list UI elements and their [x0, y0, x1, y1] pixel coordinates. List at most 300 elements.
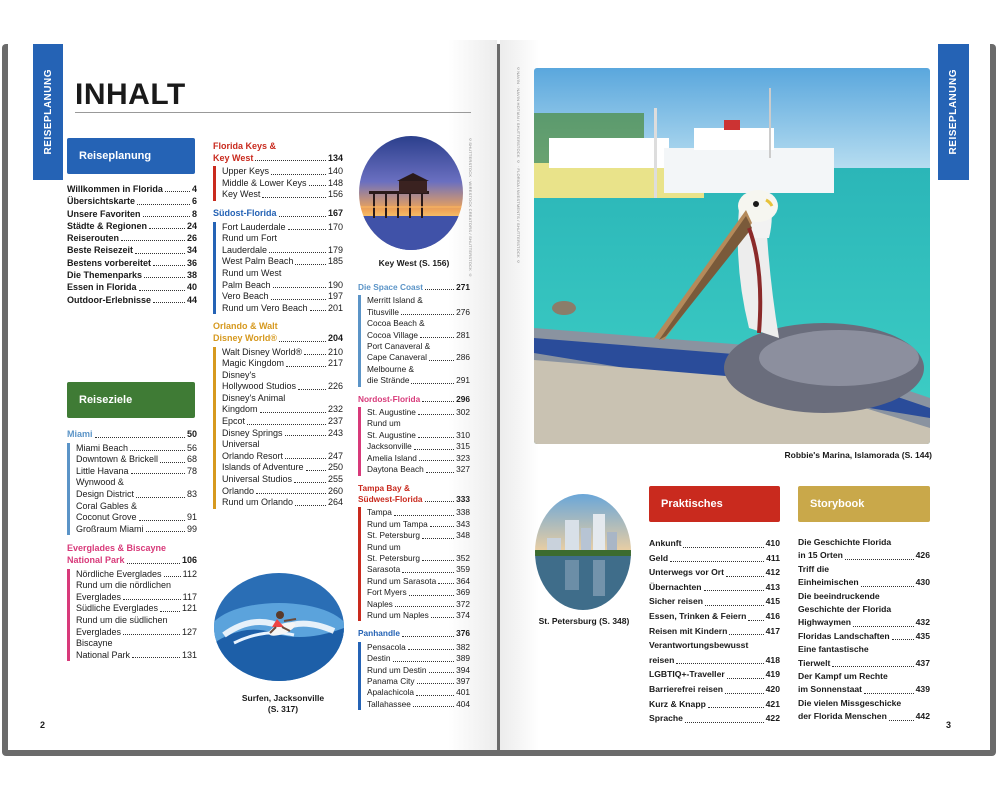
entry-page: 26 — [186, 233, 197, 244]
section-heading-line2 — [213, 333, 343, 345]
toc-entry — [798, 630, 930, 643]
entry-page: 170 — [327, 221, 343, 232]
entry-title: Sicher reisen — [649, 596, 703, 607]
entry-page: 83 — [186, 488, 197, 499]
entry-page: 264 — [327, 497, 343, 508]
entry-page: 217 — [327, 358, 343, 369]
toc-entry — [367, 676, 470, 687]
entry-page: 413 — [765, 581, 780, 592]
dot-leader — [285, 451, 326, 460]
entry-title: Melbourne & — [367, 363, 415, 374]
entry-title: Amelia Island — [367, 452, 417, 463]
section-entries — [358, 507, 470, 621]
entry-page: 24 — [186, 220, 197, 231]
page-number-left: 2 — [40, 720, 46, 730]
dot-leader — [414, 441, 454, 449]
section-title: Miami — [67, 429, 93, 439]
toc-entry — [798, 576, 930, 589]
entry-page: 260 — [327, 485, 343, 496]
entry-title: Wynwood & — [76, 477, 124, 488]
reiseziele-column-3 — [358, 282, 470, 717]
toc-entry — [222, 416, 343, 428]
section-heading — [358, 628, 470, 639]
toc-entry — [798, 616, 930, 629]
dot-leader — [418, 430, 454, 438]
entry-page: 315 — [456, 441, 470, 452]
dot-leader — [153, 257, 185, 266]
entry-page: 397 — [456, 676, 470, 686]
entry-title: Verantwortungsbewusst — [649, 640, 749, 651]
entry-page: 247 — [327, 450, 343, 461]
dot-leader — [425, 282, 454, 290]
toc-entry — [67, 269, 197, 281]
entry-page: 374 — [456, 609, 470, 620]
toc-entry — [222, 358, 343, 370]
toc-entry — [76, 443, 197, 455]
entry-page: 359 — [456, 564, 470, 575]
entry-page: 117 — [182, 591, 197, 602]
toc-entry — [367, 564, 470, 575]
toc-section — [358, 282, 470, 387]
toc-entry — [367, 430, 470, 441]
section-page: 376 — [456, 628, 470, 639]
section-entries — [67, 443, 197, 536]
entry-page: 232 — [327, 404, 343, 415]
entry-title: Die beeindruckende — [798, 590, 880, 601]
entry-title: Rund um — [367, 418, 401, 429]
entry-page: 34 — [186, 245, 197, 256]
section-title: Everglades & Biscayne — [67, 543, 167, 554]
entry-title: im Sonnenstaat — [798, 684, 862, 695]
entry-title: Essen in Florida — [67, 282, 137, 293]
toc-entry — [67, 183, 197, 195]
section-title: Nordost-Florida — [358, 393, 421, 404]
toc-entry — [76, 501, 197, 513]
section-entries — [358, 642, 470, 710]
dot-leader — [160, 454, 185, 463]
st-petersburg-caption: St. Petersburg (S. 348) — [538, 616, 630, 626]
toc-entry — [222, 439, 343, 451]
entry-page: 140 — [327, 166, 343, 177]
toc-entry — [367, 519, 470, 530]
dot-leader — [393, 653, 455, 661]
toc-entry — [76, 477, 197, 489]
toc-entry — [367, 352, 470, 363]
dot-leader — [420, 330, 454, 338]
entry-title: Einheimischen — [798, 577, 859, 588]
entry-page: 417 — [765, 625, 780, 636]
entry-title: National Park — [76, 649, 131, 660]
dot-leader — [153, 294, 185, 303]
dot-leader — [429, 665, 455, 673]
dot-leader — [288, 222, 326, 231]
dot-leader — [419, 453, 454, 461]
toc-entry — [367, 464, 470, 475]
entry-title: Unsere Favoriten — [67, 208, 141, 219]
side-tab-right: REISEPLANUNG — [938, 44, 969, 180]
entry-title: Tierwelt — [798, 657, 831, 668]
toc-entry — [798, 697, 930, 710]
entry-page: 68 — [186, 454, 197, 465]
toc-entry — [367, 699, 470, 710]
toc-entry — [798, 549, 930, 562]
entry-title: Highwaymen — [798, 617, 852, 628]
section-page: 134 — [327, 152, 343, 163]
toc-entry — [367, 653, 470, 664]
entry-title: Vero Beach — [222, 291, 269, 302]
entry-title: Floridas Landschaften — [798, 630, 890, 641]
entry-title: St. Augustine — [367, 407, 416, 418]
dot-leader — [137, 195, 190, 204]
dot-leader — [121, 232, 185, 241]
toc-entry — [367, 375, 470, 386]
entry-title: Middle & Lower Keys — [222, 177, 307, 188]
dot-leader — [438, 576, 454, 584]
entry-title: Cocoa Beach & — [367, 318, 425, 329]
section-title: Panhandle — [358, 628, 400, 639]
entry-title: Epcot — [222, 416, 246, 427]
toc-entry — [798, 670, 930, 683]
entry-title: Tampa — [367, 507, 392, 518]
toc-entry — [367, 364, 470, 375]
toc-section — [67, 429, 197, 535]
section-heading — [67, 429, 197, 441]
entry-page: 91 — [186, 512, 197, 523]
toc-entry — [76, 489, 197, 501]
dot-leader — [422, 530, 454, 538]
entry-title: Sprache — [649, 713, 683, 724]
entry-title: Orlando Resort — [222, 450, 284, 461]
entry-title: Kurz & Knapp — [649, 698, 706, 709]
dot-leader — [262, 189, 326, 198]
toc-entry — [67, 208, 197, 220]
surfer-caption: Surfen, Jacksonville (S. 317) — [241, 693, 325, 714]
dot-leader — [260, 404, 326, 413]
toc-entry — [76, 627, 197, 639]
section-heading-line2 — [358, 494, 470, 505]
entry-title: Ankunft — [649, 538, 682, 548]
entry-page: 382 — [456, 641, 470, 652]
toc-entry — [798, 643, 930, 656]
section-entries — [67, 569, 197, 662]
toc-section — [358, 483, 470, 622]
section-title: Südost-Florida — [213, 207, 277, 218]
entry-title: Kingdom — [222, 404, 258, 415]
entry-page: 421 — [765, 698, 780, 709]
entry-title: Rund um Naples — [367, 609, 429, 620]
side-tab-left: REISEPLANUNG — [33, 44, 63, 180]
dot-leader — [127, 555, 180, 564]
dot-leader — [160, 603, 180, 612]
dot-leader — [705, 594, 764, 606]
toc-entry — [222, 474, 343, 486]
entry-title: reisen — [649, 654, 675, 665]
toc-entry — [222, 233, 343, 245]
entry-page: 121 — [181, 603, 197, 614]
toc-entry — [222, 486, 343, 498]
page-number-right: 3 — [946, 720, 952, 730]
toc-entry — [76, 650, 197, 662]
entry-page: 410 — [765, 538, 780, 548]
key-west-photo — [359, 136, 463, 250]
section-title: Florida Keys & — [213, 141, 277, 151]
toc-entry — [649, 638, 780, 653]
entry-title: Sarasota — [367, 564, 401, 575]
toc-entry — [367, 507, 470, 518]
entry-title: Destin — [367, 653, 391, 664]
entry-title: Universal Studios — [222, 474, 293, 485]
entry-title: Übersichtskarte — [67, 196, 136, 207]
toc-entry — [76, 592, 197, 604]
section-title-2: National Park — [67, 554, 125, 565]
entry-page: 348 — [456, 530, 470, 541]
toc-entry — [222, 428, 343, 440]
entry-title: Geschichte der Florida — [798, 604, 892, 615]
entry-title: Beste Reisezeit — [67, 245, 134, 256]
dot-leader — [416, 687, 454, 695]
entry-title: Disney's Animal — [222, 392, 286, 403]
entry-page: 156 — [327, 189, 343, 200]
toc-entry — [76, 524, 197, 536]
entry-title: Rund um West — [222, 267, 282, 278]
entry-title: Port Canaveral & — [367, 341, 431, 352]
section-page: 167 — [327, 207, 343, 218]
toc-entry — [222, 462, 343, 474]
entry-title: Geld — [649, 552, 669, 563]
toc-entry — [222, 268, 343, 280]
dot-leader — [889, 710, 914, 720]
entry-title: Orlando — [222, 485, 255, 496]
dot-leader — [306, 462, 326, 471]
toc-entry — [222, 280, 343, 292]
toc-entry — [649, 536, 780, 551]
dot-leader — [255, 153, 326, 162]
toc-entry — [798, 657, 930, 670]
toc-entry — [367, 553, 470, 564]
dot-leader — [309, 178, 326, 187]
entry-title: Triff die — [798, 563, 830, 574]
toc-entry — [367, 665, 470, 676]
entry-title: Rund um Tampa — [367, 518, 428, 529]
entry-page: 389 — [456, 653, 470, 664]
toc-entry — [67, 220, 197, 232]
dot-leader — [853, 616, 914, 626]
dot-leader — [149, 220, 185, 229]
section-heading-line2 — [213, 153, 343, 165]
entry-title: Südliche Everglades — [76, 603, 159, 614]
section-heading — [358, 394, 470, 405]
entry-page: 302 — [456, 407, 470, 418]
entry-page: 416 — [765, 610, 780, 621]
dot-leader — [418, 407, 454, 415]
section-page: 106 — [181, 554, 197, 565]
entry-page: 210 — [327, 346, 343, 357]
section-entries — [358, 407, 470, 475]
toc-entry — [367, 407, 470, 418]
toc-entry — [222, 222, 343, 234]
toc-entry — [367, 295, 470, 306]
entry-page: 442 — [915, 711, 930, 722]
left-page — [8, 40, 497, 750]
entry-page: 404 — [456, 698, 470, 709]
toc-entry — [76, 615, 197, 627]
toc-entry — [367, 530, 470, 541]
toc-entry — [649, 653, 780, 668]
toc-entry — [649, 624, 780, 639]
toc-entry — [222, 347, 343, 359]
toc-entry — [367, 610, 470, 621]
dot-leader — [271, 166, 326, 175]
entry-title: Rund um Orlando — [222, 497, 294, 508]
toc-entry — [649, 580, 780, 595]
entry-title: Essen, Trinken & Feiern — [649, 610, 747, 621]
entry-page: 327 — [456, 464, 470, 475]
toc-entry — [222, 256, 343, 268]
dot-leader — [892, 630, 914, 640]
entry-page: 369 — [456, 587, 470, 598]
entry-title: Die Geschichte Florida — [798, 537, 892, 547]
toc-entry — [649, 682, 780, 697]
dot-leader — [861, 576, 914, 586]
entry-page: 437 — [915, 657, 930, 668]
section-heading — [67, 543, 197, 555]
section-heading — [213, 321, 343, 333]
entry-title: Disney's — [222, 369, 256, 380]
entry-title: Eine fantastische — [798, 644, 869, 655]
toc-section — [213, 141, 343, 201]
dot-leader — [729, 624, 763, 636]
dot-leader — [431, 610, 454, 618]
entry-title: Pensacola — [367, 641, 406, 652]
storybook-list — [798, 536, 930, 724]
toc-entry — [649, 667, 780, 682]
toc-entry — [367, 318, 470, 329]
entry-title: Fort Myers — [367, 587, 407, 598]
section-title-2: Disney World® — [213, 332, 277, 343]
entry-page: 415 — [765, 596, 780, 607]
toc-entry — [367, 418, 470, 429]
entry-title: Key West — [222, 189, 261, 200]
entry-title: Reisen mit Kindern — [649, 625, 728, 636]
entry-title: Walt Disney World® — [222, 346, 303, 357]
entry-title: Panama City — [367, 676, 415, 686]
dot-leader — [164, 569, 181, 578]
entry-title: in 15 Orten — [798, 550, 843, 561]
toc-entry — [222, 245, 343, 257]
toc-section — [213, 208, 343, 314]
toc-entry — [67, 257, 197, 269]
dot-leader — [394, 507, 454, 515]
entry-page: 99 — [186, 523, 197, 534]
entry-title: Rund um Fort — [222, 233, 278, 244]
toc-entry — [222, 178, 343, 190]
reiseplanung-heading: Reiseplanung — [67, 138, 195, 174]
entry-title: Barrierefrei reisen — [649, 683, 724, 694]
dot-leader — [670, 551, 764, 563]
dot-leader — [411, 375, 454, 383]
entry-title: Little Havana — [76, 465, 129, 476]
toc-entry — [76, 512, 197, 524]
entry-page: 40 — [186, 282, 197, 293]
toc-entry — [76, 454, 197, 466]
entry-page: 6 — [191, 196, 197, 207]
toc-section — [358, 394, 470, 476]
entry-title: Die Themenparks — [67, 270, 143, 281]
toc-entry — [649, 551, 780, 566]
entry-title: Großraum Miami — [76, 523, 144, 534]
entry-title: Unterwegs vor Ort — [649, 567, 724, 578]
entry-page: 112 — [182, 568, 197, 579]
section-entries — [213, 222, 343, 315]
entry-title: der Florida Menschen — [798, 711, 887, 722]
entry-page: 338 — [456, 507, 470, 518]
dot-leader — [146, 524, 185, 533]
section-page: 271 — [456, 282, 470, 292]
section-title-2: Key West — [213, 152, 254, 163]
entry-page: 78 — [186, 465, 197, 476]
entry-title: Rund um die südlichen — [76, 614, 168, 625]
dot-leader — [304, 347, 326, 356]
entry-title: Cocoa Village — [367, 329, 419, 340]
entry-page: 343 — [456, 518, 470, 529]
entry-page: 56 — [186, 442, 197, 453]
entry-title: West Palm Beach — [222, 256, 294, 267]
dot-leader — [271, 291, 326, 300]
photo-credit: ©SHUTTERSTOCK · WIRESTOCK CREATORS / SHUTTERSTOCK © — [468, 137, 473, 278]
section-page: 333 — [456, 493, 470, 504]
section-page: 204 — [327, 332, 343, 343]
dot-leader — [708, 697, 764, 709]
toc-entry — [67, 244, 197, 256]
section-title: Die Space Coast — [358, 282, 424, 292]
reiseziele-column-1 — [67, 429, 197, 669]
section-heading — [358, 282, 470, 293]
entry-title: Magic Kingdom — [222, 358, 285, 369]
entry-page: 430 — [915, 577, 930, 588]
toc-entry — [367, 542, 470, 553]
toc-entry — [367, 341, 470, 352]
entry-page: 201 — [327, 302, 343, 313]
entry-page: 185 — [327, 256, 343, 267]
dot-leader — [310, 303, 326, 312]
toc-entry — [367, 441, 470, 452]
dot-leader — [269, 245, 326, 254]
entry-page: 439 — [915, 684, 930, 695]
dot-leader — [413, 699, 454, 707]
toc-entry — [649, 697, 780, 712]
toc-entry — [367, 587, 470, 598]
entry-title: Nördliche Everglades — [76, 568, 162, 579]
entry-title: Biscayne — [76, 638, 113, 649]
section-entries — [358, 295, 470, 386]
section-heading-line2 — [67, 555, 197, 567]
entry-page: 418 — [765, 654, 780, 665]
dot-leader — [402, 628, 454, 636]
toc-entry — [67, 195, 197, 207]
toc-entry — [222, 497, 343, 509]
entry-title: Design District — [76, 488, 135, 499]
toc-entry — [67, 232, 197, 244]
entry-title: Everglades — [76, 626, 122, 637]
entry-page: 131 — [181, 649, 197, 660]
entry-title: Outdoor-Erlebnisse — [67, 294, 152, 305]
entry-title: Daytona Beach — [367, 464, 424, 475]
dot-leader — [123, 592, 181, 601]
toc-entry — [222, 189, 343, 201]
toc-entry — [222, 381, 343, 393]
section-heading — [358, 483, 470, 494]
dot-leader — [704, 580, 764, 592]
